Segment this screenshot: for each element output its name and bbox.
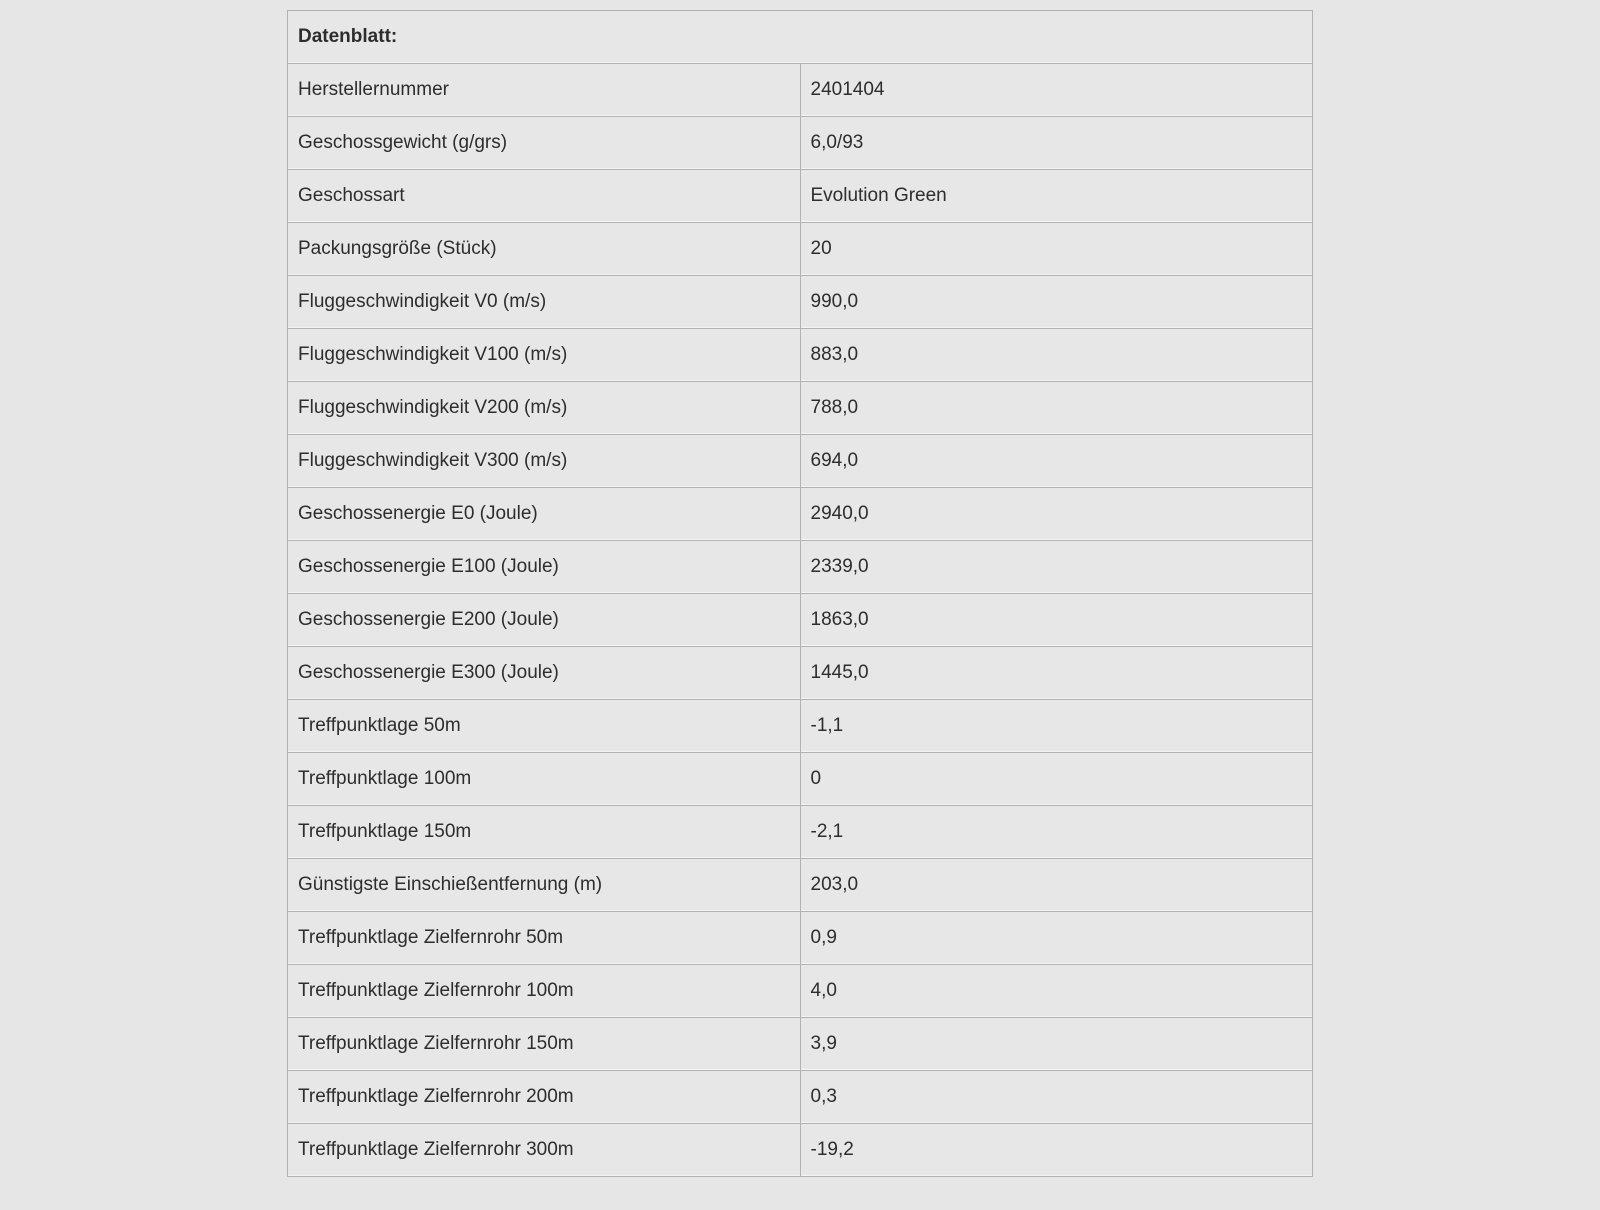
- table-row: [288, 223, 1313, 276]
- table-row: [288, 329, 1313, 382]
- spec-label-cell: Geschossgewicht (g/grs): [288, 117, 801, 170]
- spec-value-cell: 2339,0: [800, 541, 1313, 594]
- spec-label-cell: Packungsgröße (Stück): [288, 223, 801, 276]
- spec-value-cell: 694,0: [800, 435, 1313, 488]
- table-row: [288, 117, 1313, 170]
- spec-label-cell: Fluggeschwindigkeit V300 (m/s): [288, 435, 801, 488]
- table-row: [288, 1124, 1313, 1177]
- spec-label-cell: Treffpunktlage Zielfernrohr 150m: [288, 1018, 801, 1071]
- table-row: [288, 541, 1313, 594]
- table-row: [288, 382, 1313, 435]
- spec-value-cell: 0: [800, 753, 1313, 806]
- table-row: [288, 1071, 1313, 1124]
- table-row: [288, 912, 1313, 965]
- table-row: [288, 594, 1313, 647]
- table-row: [288, 859, 1313, 912]
- spec-label-cell: Geschossenergie E200 (Joule): [288, 594, 801, 647]
- spec-value-cell: 20: [800, 223, 1313, 276]
- spec-label-cell: Fluggeschwindigkeit V200 (m/s): [288, 382, 801, 435]
- table-row: [288, 1018, 1313, 1071]
- spec-value-cell: -1,1: [800, 700, 1313, 753]
- spec-label-cell: Treffpunktlage Zielfernrohr 300m: [288, 1124, 801, 1177]
- table-row: [288, 170, 1313, 223]
- spec-label-cell: Treffpunktlage Zielfernrohr 50m: [288, 912, 801, 965]
- table-header-row: [288, 11, 1313, 64]
- spec-label-cell: Treffpunktlage 100m: [288, 753, 801, 806]
- spec-value-cell: 2401404: [800, 64, 1313, 117]
- spec-value-cell: 3,9: [800, 1018, 1313, 1071]
- table-row: [288, 753, 1313, 806]
- table-row: [288, 488, 1313, 541]
- spec-label-cell: Fluggeschwindigkeit V100 (m/s): [288, 329, 801, 382]
- spec-value-cell: 203,0: [800, 859, 1313, 912]
- spec-value-cell: 990,0: [800, 276, 1313, 329]
- spec-value-cell: 2940,0: [800, 488, 1313, 541]
- spec-value-cell: 6,0/93: [800, 117, 1313, 170]
- table-row: [288, 64, 1313, 117]
- spec-value-cell: 0,3: [800, 1071, 1313, 1124]
- datasheet-title: Datenblatt:: [288, 11, 1313, 64]
- spec-value-cell: 883,0: [800, 329, 1313, 382]
- table-row: [288, 806, 1313, 859]
- table-row: [288, 700, 1313, 753]
- spec-label-cell: Geschossenergie E300 (Joule): [288, 647, 801, 700]
- spec-label-cell: Günstigste Einschießentfernung (m): [288, 859, 801, 912]
- spec-label-cell: Geschossenergie E0 (Joule): [288, 488, 801, 541]
- spec-label-cell: Geschossenergie E100 (Joule): [288, 541, 801, 594]
- spec-label-cell: Geschossart: [288, 170, 801, 223]
- spec-label-cell: Treffpunktlage 150m: [288, 806, 801, 859]
- spec-label-cell: Herstellernummer: [288, 64, 801, 117]
- spec-value-cell: Evolution Green: [800, 170, 1313, 223]
- spec-value-cell: 1863,0: [800, 594, 1313, 647]
- spec-value-cell: 1445,0: [800, 647, 1313, 700]
- datasheet-table: [287, 10, 1313, 1177]
- spec-value-cell: -2,1: [800, 806, 1313, 859]
- table-body: [288, 64, 1313, 1177]
- table-row: [288, 276, 1313, 329]
- page-background: [0, 10, 1600, 1210]
- spec-value-cell: 0,9: [800, 912, 1313, 965]
- table-row: [288, 435, 1313, 488]
- spec-label-cell: Fluggeschwindigkeit V0 (m/s): [288, 276, 801, 329]
- spec-label-cell: Treffpunktlage 50m: [288, 700, 801, 753]
- spec-value-cell: 788,0: [800, 382, 1313, 435]
- spec-label-cell: Treffpunktlage Zielfernrohr 100m: [288, 965, 801, 1018]
- spec-value-cell: -19,2: [800, 1124, 1313, 1177]
- table-row: [288, 647, 1313, 700]
- spec-label-cell: Treffpunktlage Zielfernrohr 200m: [288, 1071, 801, 1124]
- table-row: [288, 965, 1313, 1018]
- spec-value-cell: 4,0: [800, 965, 1313, 1018]
- datasheet-container: [287, 10, 1313, 1177]
